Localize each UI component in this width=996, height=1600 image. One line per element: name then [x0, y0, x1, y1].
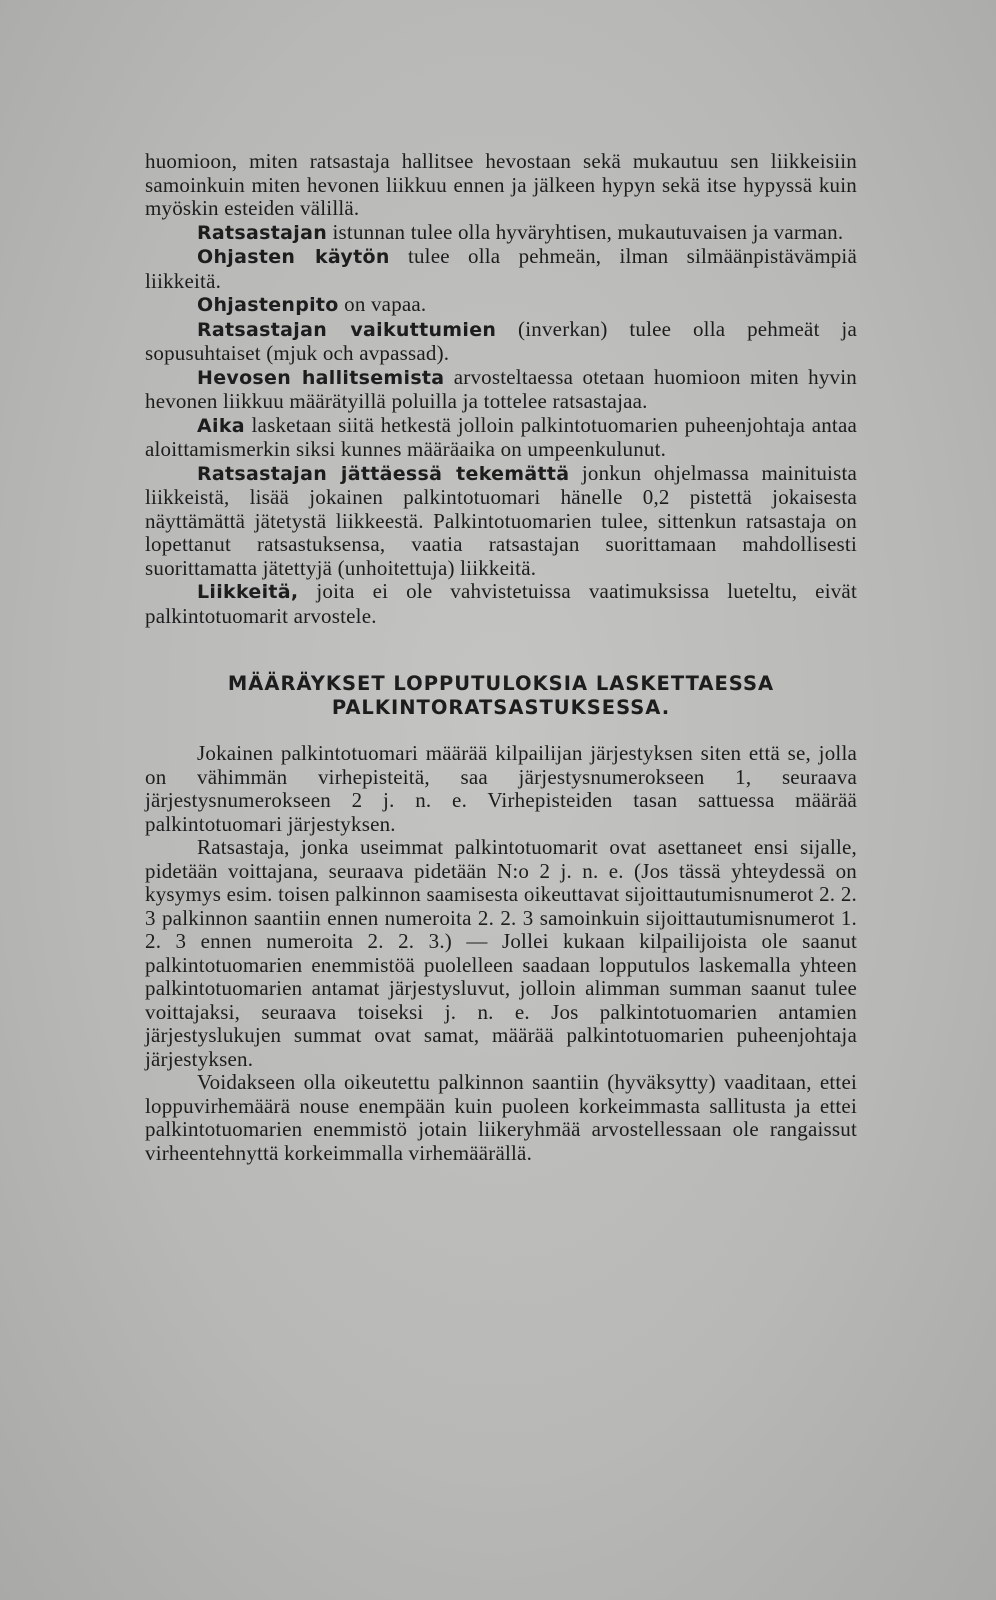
paragraph-rider-aids	[145, 318, 857, 366]
paragraph-omitted-movements	[145, 462, 857, 581]
paragraph-lead: Ratsastajan vaikuttumien	[197, 318, 497, 341]
paragraph-text: istunnan tulee olla hyväryhtisen, mukautuvaisen ja varman.	[327, 219, 844, 244]
paragraph-text: (inverkan) tulee olla pehmeät ja sopusuhtaiset (mjuk och avpassad).	[145, 316, 857, 365]
section-heading-line-2: PALKINTORATSASTUKSESSA.	[331, 696, 671, 719]
paragraph-winner	[145, 836, 857, 1071]
paragraph-text: arvosteltaessa otetaan huomioon miten hyvin hevonen liikkuu määrätyillä poluilla ja tottelee ratsastajaa.	[145, 364, 857, 413]
paragraph-ranking	[145, 742, 857, 836]
document-page	[145, 150, 857, 1165]
paragraph-lead: Ratsastajan	[197, 221, 328, 244]
paragraph-unlisted-movements	[145, 580, 857, 628]
paragraph-time	[145, 414, 857, 462]
paragraph-lead: Liikkeitä,	[197, 581, 299, 603]
paragraph-horse-control	[145, 366, 857, 414]
section-heading	[145, 672, 857, 720]
paragraph-rein-use	[145, 245, 857, 293]
paragraph-text: huomioon, miten ratsastaja hallitsee hevostaan sekä mukautuu sen liikkeisiin samoinkuin miten hevonen liikkuu ennen ja jälkeen hypyn sekä itse hypyssä kuin myöskin esteiden välillä.	[145, 149, 857, 220]
paragraph-lead: Aika	[197, 414, 245, 437]
paragraph-lead: Ratsastajan jättäessä tekemättä	[197, 462, 570, 485]
paragraph-text: joita ei ole vahvistetuissa vaatimuksissa lueteltu, eivät palkintotuomarit arvostele.	[145, 579, 857, 628]
paragraph-text: jonkun ohjelmassa mainituista liikkeistä, lisää jokainen palkintotuomari hänelle 0,2 pistettä jokaisesta näyttämättä jätetystä liikkeestä. Palkintotuomarien tulee, sittenkun ratsastaja on lopettanut ratsastuksensa, vaatia ratsastajan suorittamaan mahdollisesti suorittamatta jätettyjä (unhoitettuja) liikkeitä.	[145, 460, 858, 580]
paragraph-lead: Hevosen hallitsemista	[197, 366, 445, 389]
paragraph-text: lasketaan siitä hetkestä jolloin palkintotuomarien puheenjohtaja antaa aloittamismerkin siksi kunnes määräaika on umpeenkulunut.	[145, 412, 857, 461]
paragraph-rider-seat	[145, 221, 857, 246]
paragraph-text: Voidakseen olla oikeutettu palkinnon saantiin (hyväksytty) vaaditaan, ettei loppuvirhemäärä nouse enempään kuin puoleen korkeimmasta sallitusta ja ettei palkintotuomarien enemmistö jotain liikeryhmää arvostellessaan ole rangaissut virheentehnyttä korkeimmalla virhemäärällä.	[145, 1070, 857, 1165]
paragraph-text: on vapaa.	[338, 292, 427, 316]
section-heading-line-1: MÄÄRÄYKSET LOPPUTULOKSIA LASKETTAESSA	[227, 672, 775, 695]
paragraph-rein-holding	[145, 293, 857, 318]
paragraph-text: tulee olla pehmeän, ilman silmäänpistävämpiä liikkeitä.	[145, 244, 857, 293]
paragraph-eligibility	[145, 1071, 857, 1165]
paragraph-text: Ratsastaja, jonka useimmat palkintotuomarit ovat asettaneet ensi sijalle, pidetään voittajana, seuraava pidetään N:o 2 j. n. e. (Jos tässä yhteydessä on kysymys esim. toisen palkinnon saamisesta oikeuttavat sijoittautumisnumerot 2. 2. 3 palkinnon saantiin ennen numeroita 2. 2. 3 samoinkuin sijoittautumisnumerot 1. 2. 3 ennen numeroita 2. 2. 3.) — Jollei kukaan kilpailijoista ole saanut palkintotuomarien enemmistöä puolelleen saadaan lopputulos laskemalla yhteen palkintotuomarien antamat järjestysluvut, jolloin alimman summan saanut tulee voittajaksi, seuraava toiseksi j. n. e. Jos palkintotuomarien antamien järjestyslukujen summat ovat samat, määrää palkintotuomarien puheenjohtaja järjestyksen.	[145, 835, 857, 1071]
paragraph-text: Jokainen palkintotuomari määrää kilpailijan järjestyksen siten että se, jolla on vähimmän virhepisteitä, saa järjestysnumerokseen 1, seuraava järjestysnumerokseen 2 j. n. e. Virhepisteiden tasan sattuessa määrää palkintotuomari järjestyksen.	[145, 741, 857, 836]
paragraph-lead: Ohjastenpito	[197, 294, 339, 316]
paragraph-lead: Ohjasten käytön	[197, 246, 390, 268]
paragraph-continuation	[145, 150, 857, 221]
